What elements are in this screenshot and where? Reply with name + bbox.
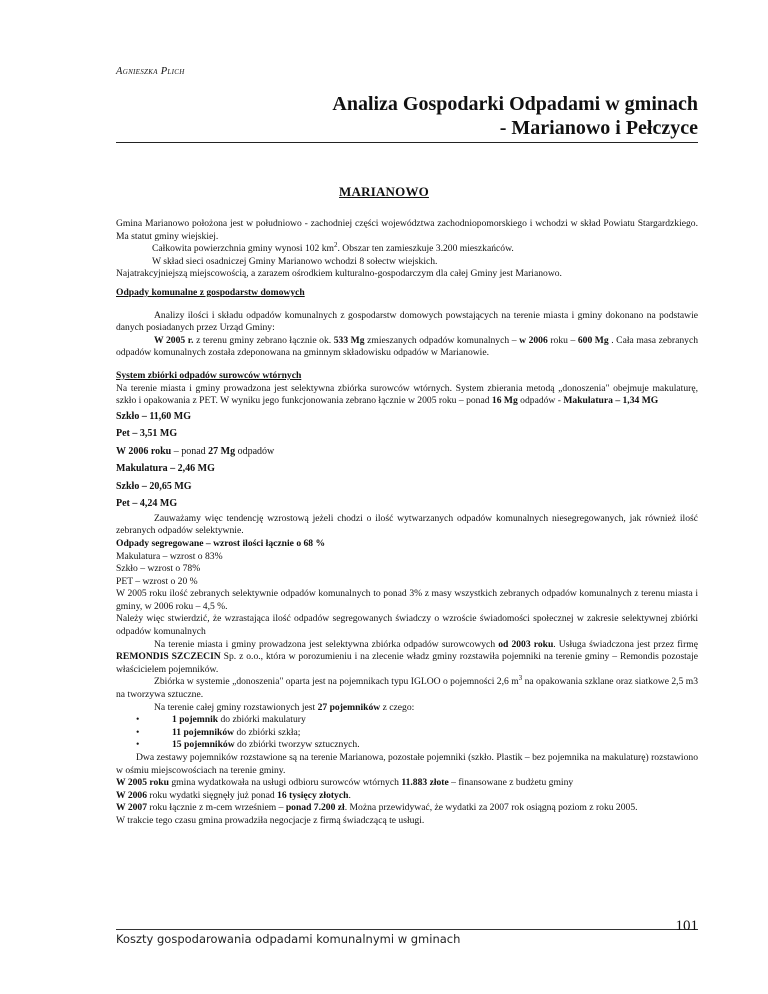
section-title: MARIANOWO	[339, 184, 429, 199]
title-rule	[116, 142, 698, 143]
analysis-paragraph-7: Dwa zestawy pojemników rozstawione są na terenie Marianowa, pozostałe pojemniki (szkło. Plastik – bez pojemnika na makulaturę) rozstawiono w ośmiu miejscowościach na terenie gminy.	[116, 752, 698, 776]
heading-odpady-komunalne: Odpady komunalne z gospodarstw domowych	[116, 286, 305, 298]
odpady-paragraph-2: W 2005 r. z terenu gminy zebrano łącznie ok. 533 Mg zmieszanych odpadów komunalnych – w 2006 roku – 600 Mg . Cała masa zebranych odpadów komunalnych została zdeponowana na gminnym składowisku odpadów w Marianowie.	[116, 334, 699, 359]
title-line-1: Analiza Gospodarki Odpadami w gminach	[332, 93, 698, 115]
stat-pet-2005: Pet – 3,51 MG	[116, 428, 178, 440]
growth-makulatura: Makulatura – wzrost o 83%	[116, 550, 223, 562]
system-paragraph: Na terenie miasta i gminy prowadzona jest selektywna zbiórka surowców wtórnych. System zbierania metodą „donoszenia" obejmuje makulaturę, szkło i opakowania z PET. W wyniku jego funkcjonowania zebrano łącznie w 2005 roku – ponad 16 Mg odpadów - Makulatura – 1,34 MG	[116, 382, 698, 407]
intro-paragraph: Gmina Marianowo położona jest w południowo - zachodniej części województwa zachodniopomorskiego i wchodzi w skład Powiatu Stargardzkiego. Ma statut gminy wiejskiej.	[116, 218, 698, 242]
expense-2007: W 2007 roku łącznie z m-cem wrześniem – ponad 7.200 zł. Można przewidywać, że wydatki za 2007 rok osiągną poziom z roku 2005.	[116, 802, 638, 814]
analysis-paragraph-4: Na terenie miasta i gminy prowadzona jest selektywna zbiórka odpadów surowcowych od 2003 roku. Usługa świadczona jest przez firmę REMONDIS SZCZECIN Sp. z o.o., która w porozumieniu i na zlecenie władz gminy rozstawiła pojemniki na terenie gminy – Remondis pozostaje właścicielem pojemników.	[116, 638, 698, 675]
odpady-paragraph-1: Analizy ilości i składu odpadów komunalnych z gospodarstw domowych powstających na terenie miasta i gminy dokonano na podstawie danych posiadanych przez Urząd Gminy:	[116, 309, 698, 334]
main-content	[116, 218, 698, 828]
list-item: • 15 pojemników do zbiórki tworzyw sztucznych.	[116, 739, 698, 752]
list-item: • 1 pojemnik do zbiórki makulatury	[116, 714, 698, 727]
growth-szklo: Szkło – wzrost o 78%	[116, 563, 201, 575]
analysis-paragraph-3: Należy więc stwierdzić, że wzrastająca ilość odpadów segregowanych świadczy o wzroście świadomości społecznej w zakresie selektywnej zbiórki odpadów komunalnych	[116, 613, 698, 638]
stat-2006-total: W 2006 roku – ponad 27 Mg odpadów	[116, 445, 275, 457]
expense-2005: W 2005 roku gmina wydatkowała na usługi odbioru surowców wtórnych 11.883 złote – finansowane z budżetu gminy	[116, 777, 574, 789]
analysis-paragraph-6: Na terenie całej gminy rozstawionych jest 27 pojemników z czego:	[154, 701, 415, 713]
running-header-author: Agnieszka Plich	[116, 66, 185, 77]
title-line-2: - Marianowo i Pełczyce	[499, 117, 698, 139]
attraction-line: Najatrakcyjniejszą miejscowością, a zarazem ośrodkiem kulturalno-gospodarczym dla całej Gminy jest Marianowo.	[116, 268, 562, 280]
footer-text: Koszty gospodarowania odpadami komunalnymi w gminach	[116, 932, 461, 946]
footer-rule	[116, 929, 698, 930]
document-title	[332, 92, 698, 140]
stat-szklo-2006: Szkło – 20,65 MG	[116, 480, 192, 492]
heading-system-zbiorki: System zbiórki odpadów surowców wtórnych	[116, 369, 302, 381]
area-line: Całkowita powierzchnia gminy wynosi 102 $km^2$. Obszar ten zamieszkuje 3.200 mieszkańców.	[152, 241, 514, 255]
expense-2006: W 2006 roku wydatki sięgnęły już ponad 16 tysięcy złotych.	[116, 789, 351, 801]
stat-pet-2006: Pet – 4,24 MG	[116, 498, 178, 510]
analysis-paragraph-5: Zbiórka w systemie „donoszenia" oparta jest na pojemnikach typu IGLOO o pojemności 2,6 $m^3$ na opakowania szklane oraz siatkowe 2,5 m3 na tworzywa sztuczne.	[116, 674, 698, 701]
analysis-paragraph-2: W 2005 roku ilość zebranych selektywnie odpadów komunalnych to ponad 3% z masy wszystkich zebranych odpadów komunalnych z terenu miasta i gminy, w 2006 roku – 4,5 %.	[116, 588, 698, 612]
stat-szklo-2005: Szkło – 11,60 MG	[116, 410, 192, 422]
negotiation-line: W trakcie tego czasu gmina prowadziła negocjacje z firmą świadczącą te usługi.	[116, 814, 425, 826]
stat-makulatura-2006: Makulatura – 2,46 MG	[116, 463, 215, 475]
settlement-line: W skład sieci osadniczej Gminy Marianowo wchodzi 8 sołectw wiejskich.	[152, 255, 438, 267]
analysis-paragraph-1: Zauważamy więc tendencję wzrostową jeżeli chodzi o ilość wytwarzanych odpadów komunalnych niesegregowanych, jak również ilość zebranych odpadów selektywnie.	[116, 512, 698, 537]
list-item: • 11 pojemników do zbiórki szkła;	[116, 727, 698, 740]
page-number: 101	[675, 918, 698, 934]
container-list	[116, 714, 698, 752]
segregated-growth: Odpady segregowane – wzrost ilości łącznie o 68 %	[116, 537, 326, 549]
growth-pet: PET – wzrost o 20 %	[116, 575, 198, 587]
